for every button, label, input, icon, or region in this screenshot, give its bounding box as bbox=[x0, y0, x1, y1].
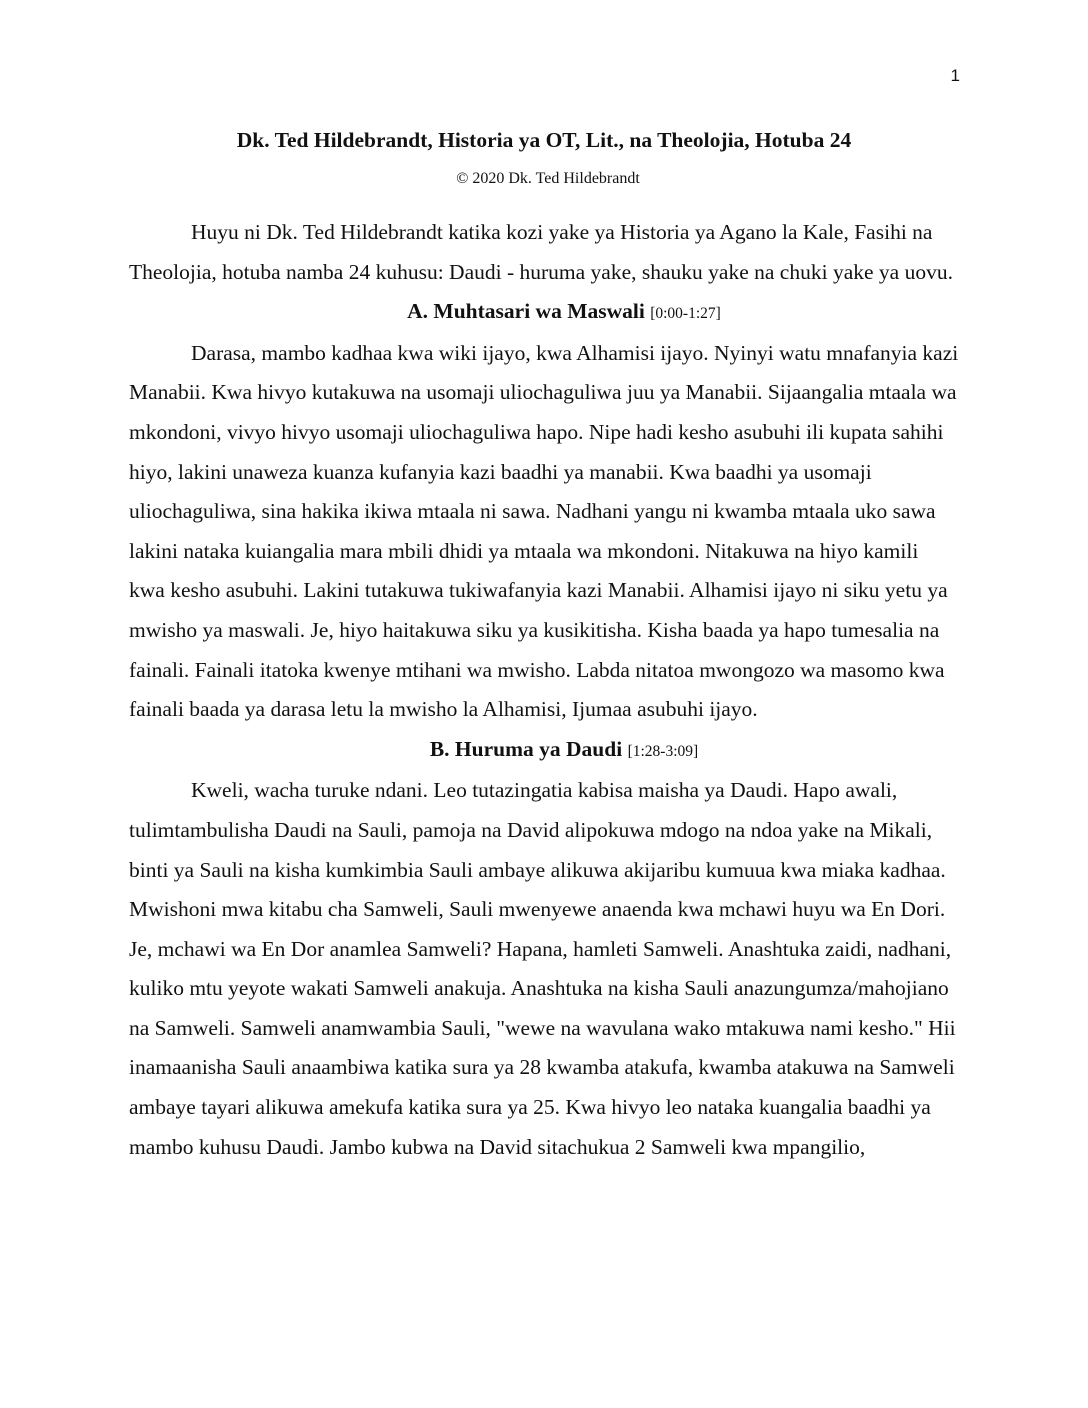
section-timestamp: [1:28-3:09] bbox=[627, 742, 699, 760]
intro-paragraph: Huyu ni Dk. Ted Hildebrandt katika kozi yake ya Historia ya Agano la Kale, Fasihi na Theolojia, hotuba namba 24 kuhusu: Daudi - huruma yake, shauku yake na chuki yake ya uovu. bbox=[129, 220, 953, 284]
copyright-line: © 2020 Dk. Ted Hildebrandt bbox=[456, 170, 640, 187]
page-number: 1 bbox=[950, 66, 960, 85]
document-body bbox=[129, 213, 959, 1167]
section-heading-label: A. Muhtasari wa Maswali bbox=[407, 299, 645, 324]
section-heading-a bbox=[129, 292, 959, 334]
document-title: Dk. Ted Hildebrandt, Historia ya OT, Lit., na Theolojia, Hotuba 24 bbox=[236, 128, 852, 152]
section-timestamp: [0:00-1:27] bbox=[650, 305, 721, 323]
section-paragraph-a: Darasa, mambo kadhaa kwa wiki ijayo, kwa Alhamisi ijayo. Nyinyi watu mnafanyia kazi Manabii. Kwa hivyo kutakuwa na usomaji uliochaguliwa juu ya Manabii. Sijaangalia mtaala wa mkondoni, vivyo hivyo usomaji uliochaguliwa hapo. Nipe hadi kesho asubuhi ili kupata sahihi hiyo, lakini unaweza kuanza kufanyia kazi baadhi ya manabii. Kwa baadhi ya usomaji uliochaguliwa, sina hakika ikiwa mtaala ni sawa. Nadhani yangu ni kwamba mtaala uko sawa lakini nataka kuiangalia mara mbili dhidi ya mtaala wa mkondoni. Nitakuwa na hiyo kamili kwa kesho asubuhi. Lakini tutakuwa tukiwafanyia kazi Manabii. Alhamisi ijayo ni siku yetu ya mwisho ya maswali. Je, hiyo haitakuwa siku ya kusikitisha. Kisha baada ya hapo tumesalia na fainali. Fainali itatoka kwenye mtihani wa mwisho. Labda nitatoa mwongozo wa masomo kwa fainali baada ya darasa letu la mwisho la Alhamisi, Ijumaa asubuhi ijayo. bbox=[129, 340, 959, 722]
section-heading-label: B. Huruma ya Daudi bbox=[429, 736, 623, 761]
section-paragraph-b: Kweli, wacha turuke ndani. Leo tutazingatia kabisa maisha ya Daudi. Hapo awali, tulimtambulisha Daudi na Sauli, pamoja na David alipokuwa mdogo na ndoa yake na Mikali, binti ya Sauli na kisha kumkimbia Sauli ambaye alikuwa akijaribu kumuua kwa miaka kadhaa. Mwishoni mwa kitabu cha Samweli, Sauli mwenyewe anaenda kwa mchawi huyu wa En Dori. Je, mchawi wa En Dor anamlea Samweli? Hapana, hamleti Samweli. Anashtuka zaidi, nadhani, kuliko mtu yeyote wakati Samweli anakuja. Anashtuka na kisha Sauli anazungumza/mahojiano na Samweli. Samweli anamwambia Sauli, "wewe na wavulana wako mtakuwa nami kesho." Hii inamaanisha Sauli anaambiwa katika sura ya 28 kwamba atakufa, kwamba atakuwa na Samweli ambaye tayari alikuwa amekufa katika sura ya 25. Kwa hivyo leo nataka kuangalia baadhi ya mambo kuhusu Daudi. Jambo kubwa na David sitachukua 2 Samweli kwa mpangilio, bbox=[129, 778, 956, 1159]
section-heading-b bbox=[129, 730, 959, 772]
